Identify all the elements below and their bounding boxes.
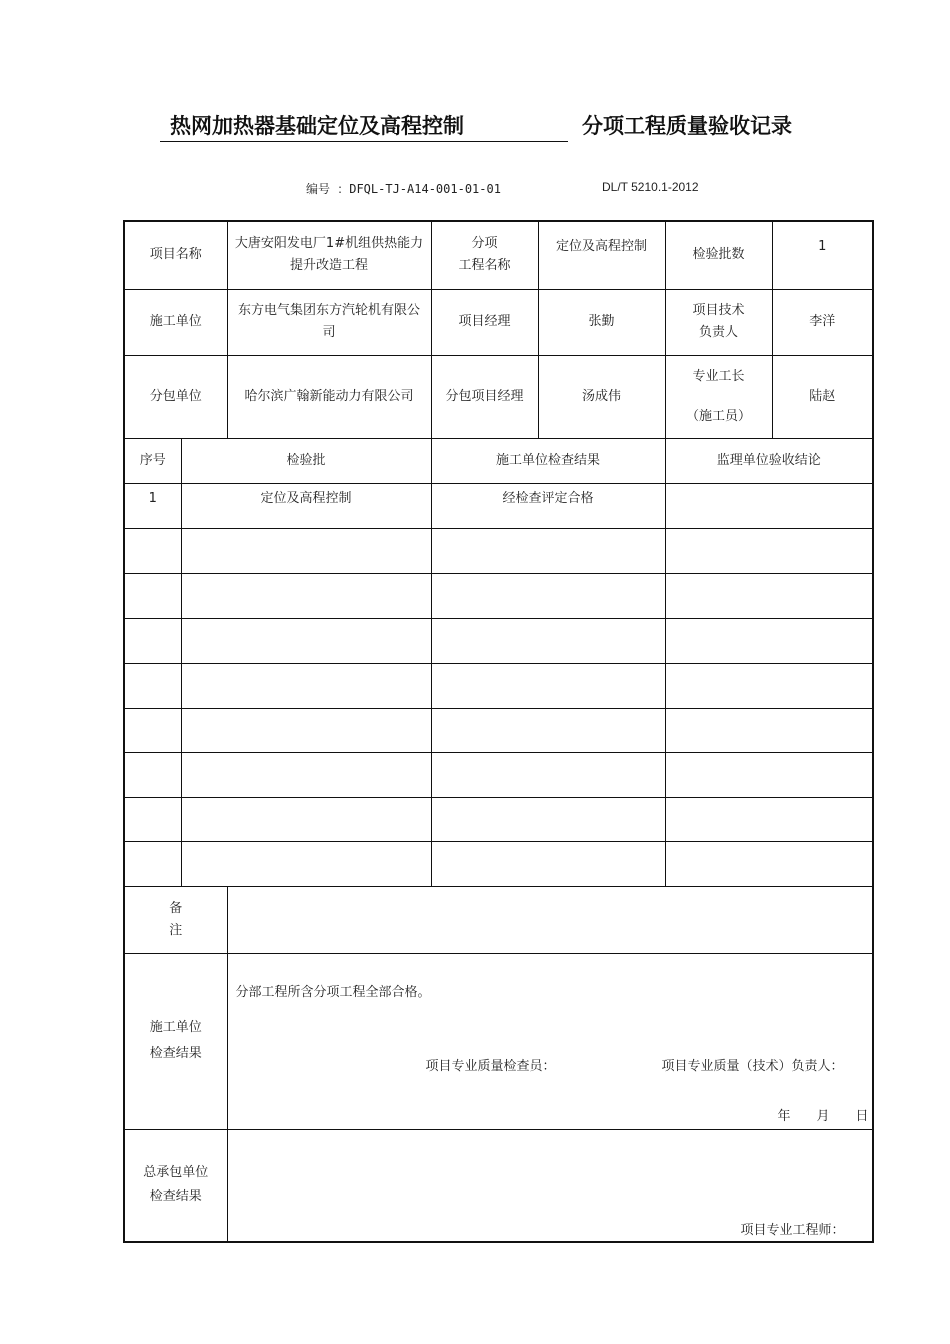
tech-lead-value: 李洋: [772, 289, 873, 355]
info-row-subcontractor: [124, 355, 873, 438]
subcontractor-value: 哈尔滨广翰新能动力有限公司: [227, 355, 431, 438]
sub-project-label-line2: 工程名称: [458, 258, 511, 274]
general-contractor-check-label-line2: 检查结果: [149, 1189, 202, 1205]
row-batch: [181, 841, 431, 886]
row-seq: [124, 841, 181, 886]
row-seq: [124, 573, 181, 618]
row-seq: [124, 618, 181, 663]
row-seq: [124, 528, 181, 573]
row-supervisor-conclusion: [665, 663, 873, 708]
row-contractor-result: [431, 573, 665, 618]
row-supervisor-conclusion: [665, 797, 873, 841]
general-contractor-check-label: [124, 1129, 227, 1242]
info-row-project: [124, 221, 873, 289]
foreman-label-line1: 专业工长: [692, 368, 745, 384]
pm-label: 项目经理: [431, 289, 538, 355]
table-row: [124, 708, 873, 752]
row-seq: [124, 752, 181, 797]
quality-lead-label: 项目专业质量（技术）负责人：: [661, 1058, 844, 1074]
sub-pm-value: 汤成伟: [538, 355, 665, 438]
table-row: [124, 573, 873, 618]
pm-value: 张勤: [538, 289, 665, 355]
contractor-label: 施工单位: [124, 289, 227, 355]
tech-lead-label: [665, 289, 772, 355]
quality-inspector-label: 项目专业质量检查员：: [425, 1058, 556, 1074]
row-batch: [181, 708, 431, 752]
row-seq: [124, 663, 181, 708]
sub-pm-label: 分包项目经理: [431, 355, 538, 438]
contractor-check-date: 年 月 日: [777, 1108, 869, 1124]
document-code: 编号 ：DFQL-TJ-A14-001-01-01: [306, 182, 501, 196]
contractor-check-label-line2: 检查结果: [149, 1046, 202, 1061]
row-supervisor-conclusion: [665, 528, 873, 573]
row-seq: 1: [124, 483, 181, 528]
row-contractor-result: [431, 708, 665, 752]
header-seq: 序号: [124, 438, 181, 483]
row-batch: [181, 752, 431, 797]
project-name-label: 项目名称: [124, 221, 227, 289]
table-header-row: [124, 438, 873, 483]
row-batch: 定位及高程控制: [181, 483, 431, 528]
row-supervisor-conclusion: [665, 618, 873, 663]
row-contractor-result: [431, 618, 665, 663]
row-contractor-result: [431, 528, 665, 573]
foreman-label-line2: （施工员）: [686, 408, 752, 424]
row-batch: [181, 663, 431, 708]
batch-count-label: 检验批数: [665, 221, 772, 289]
row-contractor-result: [431, 752, 665, 797]
remarks-row: [124, 886, 873, 953]
table-row: [124, 841, 873, 886]
header-batch: 检验批: [181, 438, 431, 483]
header-contractor-result: 施工单位检查结果: [431, 438, 665, 483]
row-batch: [181, 797, 431, 841]
contractor-check-row: [124, 953, 873, 1129]
table-row: [124, 752, 873, 797]
tech-lead-label-line1: 项目技术: [692, 303, 745, 318]
foreman-label: [665, 355, 772, 438]
sub-project-value: 定位及高程控制: [538, 221, 665, 289]
foreman-value: 陆赵: [772, 355, 873, 438]
title-rest: 分项工程质量验收记录: [582, 114, 792, 138]
batch-count-value: 1: [772, 221, 873, 289]
contractor-check-label-line1: 施工单位: [149, 1020, 202, 1035]
general-contractor-check-row: [124, 1129, 873, 1242]
row-supervisor-conclusion: [665, 483, 873, 528]
document-title: [0, 110, 950, 146]
standard-number: DL/T 5210.1-2012: [602, 180, 699, 194]
subcontractor-label: 分包单位: [124, 355, 227, 438]
table-row: [124, 528, 873, 573]
row-supervisor-conclusion: [665, 841, 873, 886]
row-supervisor-conclusion: [665, 708, 873, 752]
project-engineer-label: 项目专业工程师：: [740, 1222, 845, 1238]
table-row: [124, 797, 873, 841]
info-row-contractor: [124, 289, 873, 355]
table-row: [124, 483, 873, 528]
row-batch: [181, 618, 431, 663]
row-batch: [181, 573, 431, 618]
row-seq: [124, 708, 181, 752]
contractor-check-label: [124, 953, 227, 1129]
contractor-check-statement: 分部工程所含分项工程全部合格。: [235, 984, 431, 1000]
project-name-value: 大唐安阳发电厂1#机组供热能力提升改造工程: [227, 221, 431, 289]
table-row: [124, 618, 873, 663]
contractor-check-content: [227, 953, 873, 1129]
row-seq: [124, 797, 181, 841]
table-row: [124, 663, 873, 708]
row-contractor-result: [431, 797, 665, 841]
row-batch: [181, 528, 431, 573]
contractor-value: 东方电气集团东方汽轮机有限公司: [227, 289, 431, 355]
remarks-label: 备注: [124, 886, 227, 953]
row-supervisor-conclusion: [665, 573, 873, 618]
header-supervisor-conclusion: 监理单位验收结论: [665, 438, 873, 483]
row-contractor-result: 经检查评定合格: [431, 483, 665, 528]
general-contractor-check-content: [227, 1129, 873, 1242]
general-contractor-check-label-line1: 总承包单位: [143, 1165, 209, 1181]
tech-lead-label-line2: 负责人: [699, 325, 739, 340]
remarks-value: [227, 886, 873, 953]
row-contractor-result: [431, 663, 665, 708]
acceptance-form: [123, 220, 874, 1243]
row-contractor-result: [431, 841, 665, 886]
sub-project-label: [431, 221, 538, 289]
title-underlined: 热网加热器基础定位及高程控制: [160, 110, 568, 142]
row-supervisor-conclusion: [665, 752, 873, 797]
sub-project-label-line1: 分项: [471, 236, 498, 252]
